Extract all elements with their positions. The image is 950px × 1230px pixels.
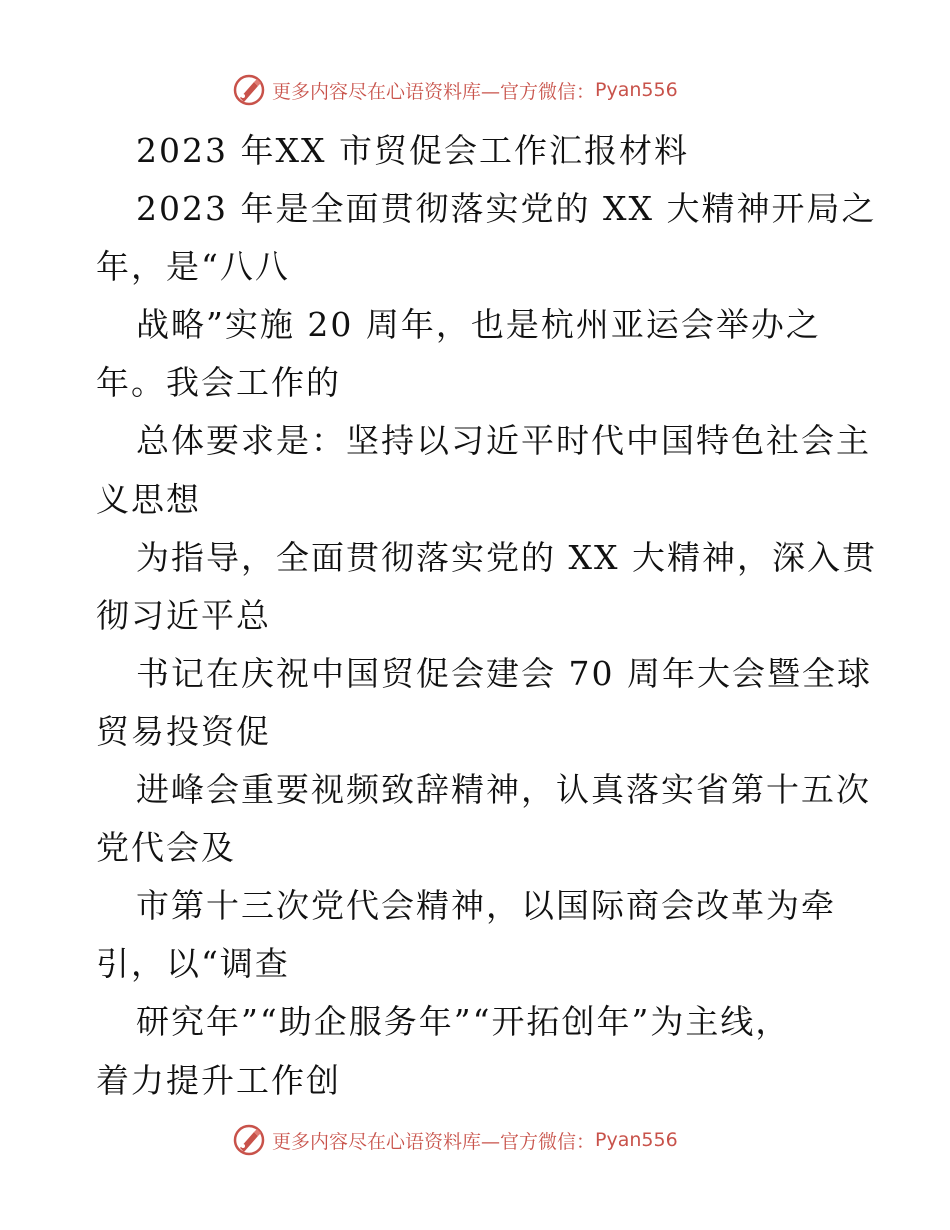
watermark-wechat-id: Pyan556 — [595, 79, 678, 101]
pen-logo-icon — [232, 1123, 266, 1157]
paragraph-line: 引，以“调查 — [96, 944, 290, 984]
paragraph-line: 总体要求是：坚持以习近平时代中国特色社会主 — [136, 421, 871, 461]
document-body — [96, 122, 877, 1110]
watermark-text: 更多内容尽在心语资料库—官方微信： — [272, 1130, 596, 1153]
paragraph-line: 着力提升工作创 — [96, 1060, 341, 1100]
watermark-text: 更多内容尽在心语资料库—官方微信： — [272, 80, 596, 103]
document-title: 2023 年XX 市贸促会工作汇报材料 — [136, 131, 689, 170]
watermark-header — [232, 70, 712, 110]
paragraph-line: 党代会及 — [96, 828, 236, 868]
paragraph-line: 战略”实施 20 周年，也是杭州亚运会举办之 — [136, 305, 821, 345]
paragraph-line: 市第十三次党代会精神，以国际商会改革为牵 — [136, 886, 836, 926]
paragraph-line: 书记在庆祝中国贸促会建会 70 周年大会暨全球 — [136, 653, 872, 693]
paragraph-line: 义思想 — [96, 479, 201, 519]
paragraph-line: 年，是“八八 — [96, 247, 290, 287]
watermark-footer — [232, 1120, 712, 1160]
paragraph-line: 贸易投资促 — [96, 711, 271, 751]
paragraph-line: 研究年”“助企服务年”“开拓创年”为主线， — [136, 1002, 791, 1042]
pen-logo-icon — [232, 73, 266, 107]
paragraph-line: 彻习近平总 — [96, 595, 271, 635]
paragraph-line: 为指导，全面贯彻落实党的 XX 大精神，深入贯 — [136, 537, 877, 577]
watermark-wechat-id: Pyan556 — [595, 1129, 678, 1151]
paragraph-line: 进峰会重要视频致辞精神，认真落实省第十五次 — [136, 770, 871, 810]
paragraph-line: 年。我会工作的 — [96, 363, 341, 403]
paragraph-line: 2023 年是全面贯彻落实党的 XX 大精神开局之 — [136, 189, 877, 229]
